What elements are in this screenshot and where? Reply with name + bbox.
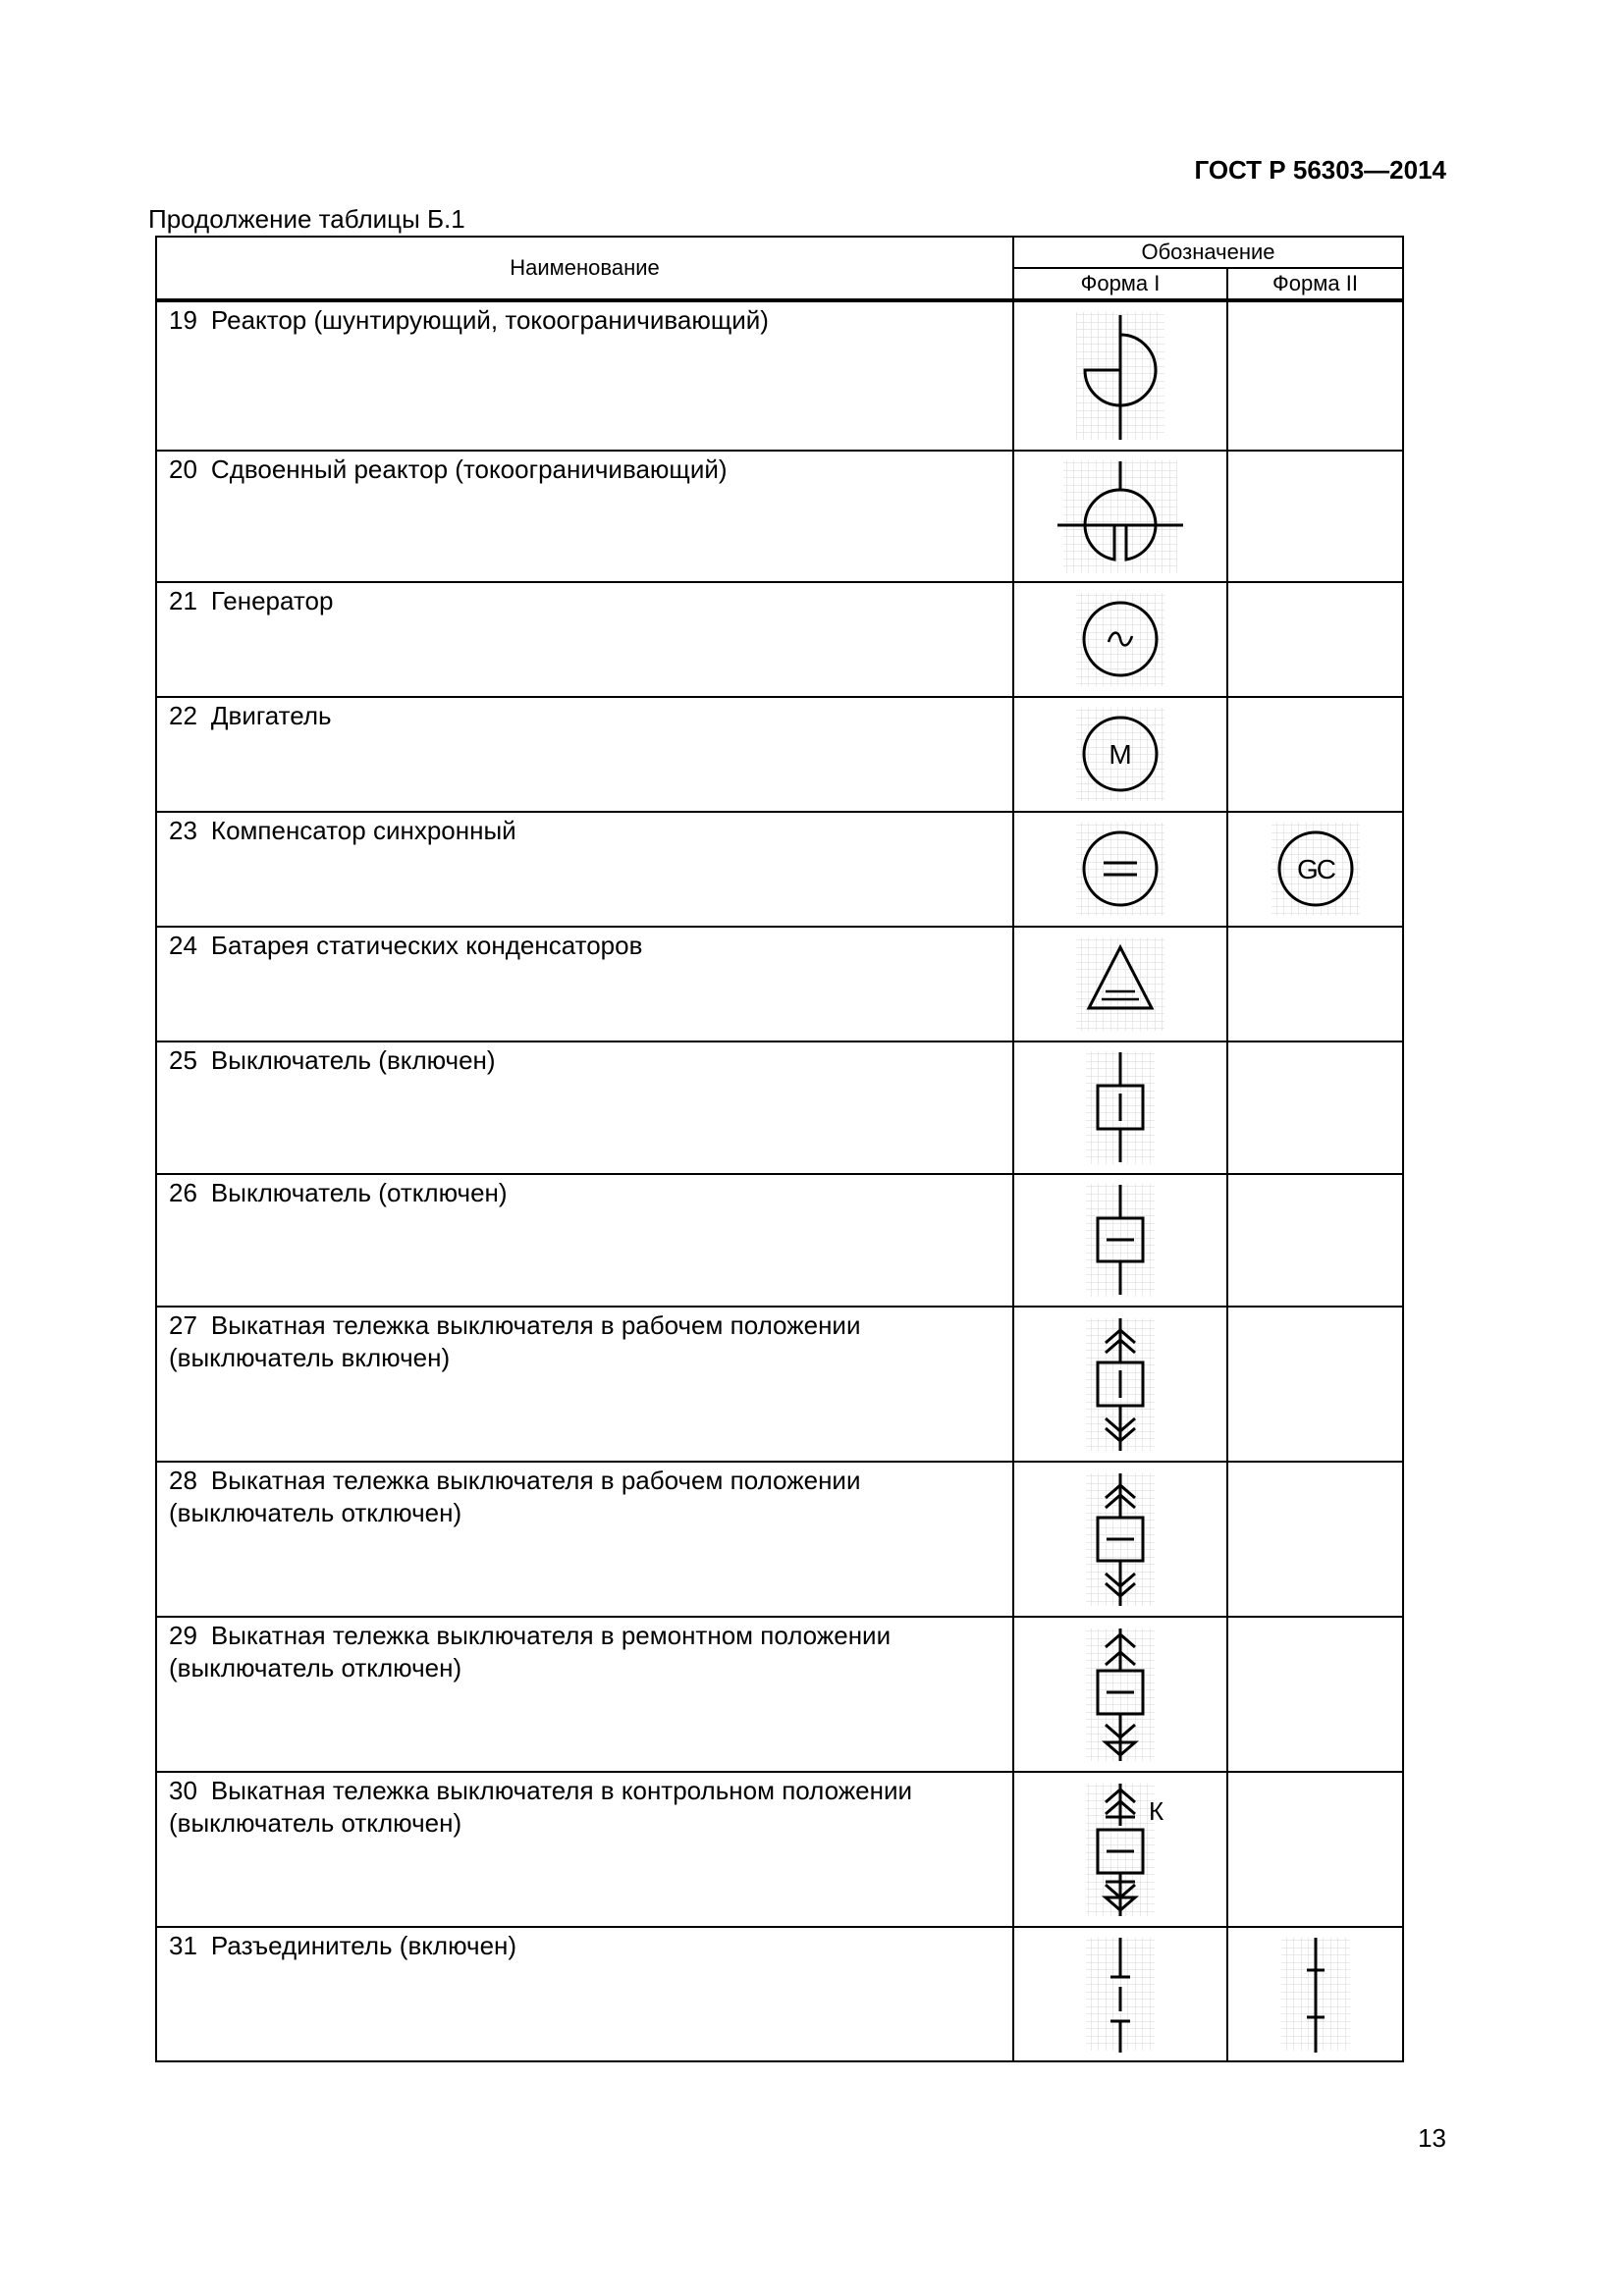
svg-text:К: К [1149,1795,1164,1826]
breaker-off-symbol [1076,1179,1164,1302]
dual-reactor-symbol [1052,455,1189,578]
row-name: 22 Двигатель [156,697,1013,812]
page-number: 13 [1418,2123,1446,2153]
table-row [156,1772,1403,1927]
header-name: Наименование [156,237,1013,299]
disconnector-symbol [1076,1933,1164,2056]
row-name: 27 Выкатная тележка выключателя в рабочем положении (выключатель включен) [156,1307,1013,1462]
table-row [156,927,1403,1041]
table-row [156,697,1403,812]
document-standard-number: ГОСТ Р 56303—2014 [1194,155,1446,185]
table-row [156,1307,1403,1462]
row-name: 20 Сдвоенный реактор (токоограничивающий) [156,451,1013,582]
capacitor-bank-symbol [1066,933,1174,1036]
row-name: 29 Выкатная тележка выключателя в ремонтном положении (выключатель отключен) [156,1617,1013,1772]
table-row [156,301,1403,451]
truck-repair-off-symbol [1076,1624,1164,1766]
motor-symbol [1066,703,1174,806]
table-row [156,812,1403,927]
table-row [156,1041,1403,1174]
header-form1: Форма I [1013,268,1227,299]
synchronous-compensator-symbol [1066,818,1174,921]
table-row [156,582,1403,697]
row-name: 31 Разъединитель (включен) [156,1927,1013,2061]
svg-text:GC: GC [1296,854,1334,884]
row-name: 25 Выключатель (включен) [156,1041,1013,1174]
truck-control-off-symbol [1066,1779,1174,1921]
breaker-on-symbol [1076,1046,1164,1169]
disconnector-symbol-form2 [1271,1933,1360,2056]
table-row [156,1174,1403,1307]
table-row [156,1617,1403,1772]
row-name: 19 Реактор (шунтирующий, токоограничивающий) [156,301,1013,451]
row-name: 28 Выкатная тележка выключателя в рабочем положении (выключатель отключен) [156,1462,1013,1617]
row-name: 21 Генератор [156,582,1013,697]
table-row [156,1462,1403,1617]
truck-work-on-symbol [1076,1313,1164,1456]
header-designation: Обозначение [1013,237,1403,268]
row-name: 26 Выключатель (отключен) [156,1174,1013,1307]
symbols-table [155,236,1404,2062]
table-caption: Продолжение таблицы Б.1 [148,204,465,234]
table-row [156,451,1403,582]
svg-text:М: М [1109,739,1132,770]
truck-work-off-symbol [1076,1468,1164,1611]
row-name: 23 Компенсатор синхронный [156,812,1013,927]
row-name: 24 Батарея статических конденсаторов [156,927,1013,1041]
reactor-symbol [1061,307,1179,445]
gc-symbol [1262,818,1370,921]
table-row [156,1927,1403,2061]
generator-symbol [1066,588,1174,691]
header-form2: Форма II [1227,268,1403,299]
row-name: 30 Выкатная тележка выключателя в контрольном положении (выключатель отключен) [156,1772,1013,1927]
